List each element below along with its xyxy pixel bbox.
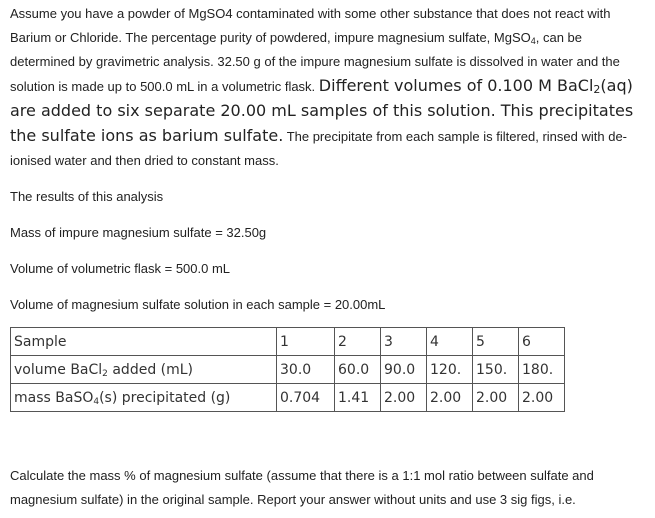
row-label-mass-subscript: 4 — [93, 396, 100, 407]
table-cell: 2.00 — [473, 384, 519, 412]
row-label-mass — [11, 384, 277, 412]
table-cell: 5 — [473, 328, 519, 356]
info-sample-volume-line: Volume of magnesium sulfate solution in each sample = 20.00mL — [10, 297, 386, 312]
row-label-mass-text: mass BaSO — [14, 389, 94, 406]
question-text: Calculate the mass % of magnesium sulfate (assume that there is a 1:1 mol ratio between sulfate and magnesium sulfate) in the original sample. Report your answer without units and use 3 sig figs, i.e. — [10, 468, 594, 507]
table-cell: 90.0 — [381, 356, 427, 384]
intro-subscript-4: 4 — [530, 36, 536, 46]
row-label-volume-text: volume BaCl — [14, 361, 103, 378]
table-cell: 1 — [277, 328, 335, 356]
table-cell: 3 — [381, 328, 427, 356]
table-cell: 4 — [427, 328, 473, 356]
table-cell: 30.0 — [277, 356, 335, 384]
intro-sentence-1: Assume you have a powder of MgSO4 contaminated with some other substance that does not react with Barium or Chloride. The percentage purity of powdered, impure magnesium sulfate, MgSO — [10, 6, 611, 45]
row-label-sample: Sample — [11, 328, 277, 356]
intro-sentence-2-end: (aq) are added to six separate 20.00 mL samples of this solution. This precipitates the sulfate ions as barium sulfate. — [10, 76, 634, 145]
table-row-volume — [11, 356, 565, 384]
intro-sentence-2: Different volumes of 0.100 M BaCl — [318, 76, 594, 95]
table-cell: 2.00 — [427, 384, 473, 412]
results-heading: The results of this analysis — [10, 189, 164, 204]
problem-intro — [10, 2, 646, 173]
table-row-mass — [11, 384, 565, 412]
table-cell: 2.00 — [381, 384, 427, 412]
table-cell: 1.41 — [335, 384, 381, 412]
intro-sentence-3: The precipitate from each sample is filtered, rinsed with de-ionised water and then dried to constant mass. — [10, 129, 628, 168]
table-cell: 2.00 — [519, 384, 565, 412]
table-cell: 0.704 — [277, 384, 335, 412]
row-label-mass-rest: (s) precipitated (g) — [99, 389, 231, 406]
info-flask-line: Volume of volumetric flask = 500.0 mL — [10, 261, 231, 276]
intro-sentence-1-end: , can be determined by gravimetric analysis. 32.50 g of the impure magnesium sulfate is dissolved in water and the solution is made up to 500.0 mL in a volumetric flask. — [10, 30, 620, 94]
table-cell: 2 — [335, 328, 381, 356]
intro-subscript-2: 2 — [593, 83, 601, 96]
table-cell: 120. — [427, 356, 473, 384]
table-cell: 6 — [519, 328, 565, 356]
row-label-volume-rest: added (mL) — [107, 361, 194, 378]
row-label-volume — [11, 356, 277, 384]
table-cell: 150. — [473, 356, 519, 384]
info-mass-line: Mass of impure magnesium sulfate = 32.50g — [10, 225, 267, 240]
table-cell: 180. — [519, 356, 565, 384]
table-cell: 60.0 — [335, 356, 381, 384]
results-table — [10, 327, 565, 412]
table-row-sample — [11, 328, 565, 356]
row-label-volume-subscript: 2 — [102, 368, 108, 379]
